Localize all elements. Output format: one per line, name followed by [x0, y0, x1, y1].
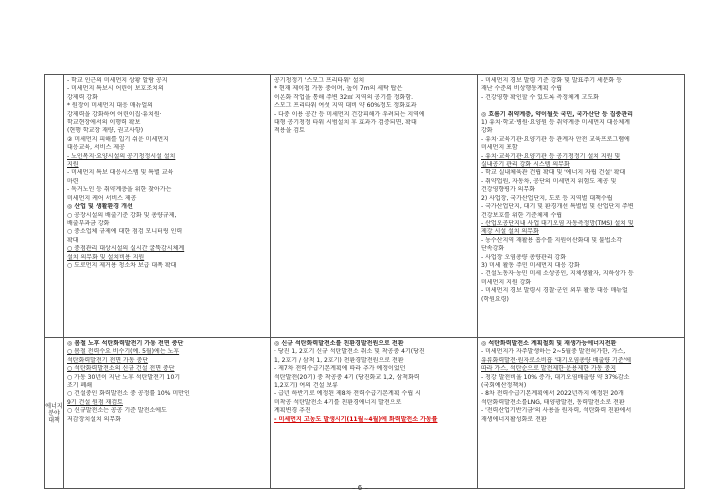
text-line: * 현재 제이첩 가동 중이며, 높이 7m의 세탁 탑은: [274, 85, 403, 93]
text-line: 강제력 강화: [67, 93, 98, 101]
cell-bottom-col3: [478, 338, 685, 489]
text-line: - 유치·교육기관·요양기관 등 관계자 안전 교육프로그램에: [481, 135, 630, 143]
text-line: 배출부과금 강화: [67, 219, 110, 227]
text-line: - 취약업원, 자동차, 공단의 미세먼지 위험도 제공 및: [481, 177, 617, 185]
text-line: 대형 공기청정 타워 시범설치 후 효과가 검증되면, 확대: [274, 119, 417, 127]
text-line: ○ 가동 30년이 지난 노후 석탄발전기 10기: [67, 373, 181, 381]
text-line: - 국가산업단지, 대기 및 환경개선 특별법 및 산업단지 주변: [481, 203, 634, 211]
text-line: - 급년 하반기로 예정된 제8차 전력수급기본계획 수립 시: [274, 390, 421, 398]
text-line: - 미세먼지가 자주발생하는 2~5월중 발전허가한, 가스,: [481, 348, 626, 356]
text-line: 설치 의무화 및 설치비용 지원: [67, 253, 145, 261]
text-line: 계획변경 추진: [274, 407, 311, 415]
text-line: ○ 신규발전소는 공공 기준 발전소에도: [67, 407, 167, 415]
table-row: [45, 338, 685, 489]
cell-top-col1: [64, 75, 271, 338]
text-line: 1, 2호기 / 삼척 1, 2호기) 천환경발전원으로 전환: [274, 356, 404, 364]
text-line: - 청강 발전비율 10% 증가, 대기오염배출량 약 37%감소: [481, 373, 630, 381]
table-row: [45, 75, 685, 338]
text-line: 재난 수준의 비상행동계획 수립: [481, 85, 563, 93]
row-label-cell-empty: [45, 75, 64, 338]
text-line: - 미세먼지 경보 발령 기준 강화 및 발표주기 세분화 등: [481, 77, 623, 84]
text-line: ② 미세먼지 피해를 입기 쉬운 미세먼지: [67, 135, 169, 143]
text-line: - 학교 실내체육관 건립 확대 및 '에너지 자립 건설' 확대: [481, 169, 626, 177]
text-line: (학원요령): [481, 295, 509, 303]
cell-top-col2: [271, 75, 478, 338]
policy-comparison-table: [44, 74, 685, 489]
text-line: 단속강화: [481, 245, 505, 253]
text-line: 미세먼지 포함: [481, 144, 518, 152]
text-line: * 원장이 미세먼지 대응 매뉴얼의: [67, 102, 153, 110]
text-line: 지원: [67, 161, 79, 169]
text-line: 실내공기 관리 강화 시스템 의무화: [481, 161, 570, 169]
text-line: 공기청정기 '스모그 프리타워' 설치: [274, 77, 365, 84]
text-line: - 독거노인 등 취약계층을 위한 찾아가는: [67, 186, 172, 194]
text-line: - 미세먼지 특보 대응시스템 및 특별 교육: [67, 169, 174, 177]
text-line: 유류화력발전·원자로소비흡 '대기오염총량 배출량 기준'에: [481, 356, 632, 364]
text-line: 마련: [67, 177, 79, 185]
page-number: – 6 –: [352, 484, 368, 492]
text-line: 9기 건설 원점 재검토: [67, 398, 123, 406]
text-line: 스모그 프리타워 여섯 지역 대비 약 60%정도 정화효과: [274, 102, 417, 110]
text-line: ◎ 봄철 노후 석탄화력발전기 가동 전면 중단: [67, 340, 184, 347]
text-line: ○ 중소업체 규제에 대한 점검 모니터링 인력: [67, 228, 183, 236]
text-line: 학교현장에서의 이행력 확보: [67, 119, 141, 127]
text-line: 건강영향평가 의무화: [481, 186, 536, 194]
text-line: 2) 사업장, 국가산업단지, 도로 등 지역별 대책수립: [481, 194, 613, 202]
text-line: ○ 봄철 전력수요 비수기(예. 5월)에는 노후: [67, 348, 180, 356]
cell-bottom-col2: [271, 338, 478, 489]
text-line: 저감장치설치 의무화: [67, 415, 122, 423]
text-line: ◎ 석탄화력발전소 계획철회 및 재생가능에너지전환: [481, 340, 617, 347]
text-line: ◎ 신규 석탄화력발전소를 친환경발전원으로 전환: [274, 340, 404, 347]
text-line: 적용을 검토: [274, 127, 305, 135]
text-line: 석탄발전(20기) 중 착공중 4기 (당진화교 1,2, 삼척화력: [274, 373, 420, 381]
text-line: 미세먼지 지원 강화: [481, 278, 532, 286]
text-line: - 다중 이용 공간 등 미세먼지 건강피해가 우려되는 지역에: [274, 110, 425, 118]
text-line: 대응교육, 서비스 제공: [67, 144, 125, 152]
text-line: 1,2호기) 여의 건설 보류: [274, 382, 338, 390]
text-line: 석탄화력발전기 전면 가동 중단: [67, 356, 149, 364]
cell-top-col3: [478, 75, 685, 338]
text-line: (국회예산정책처): [481, 382, 527, 390]
text-line: [481, 102, 681, 110]
text-line: - 미세먼지 고농도 발생시기(11월~4월)에 화력발전소 가동률: [274, 415, 438, 423]
text-line: - 8차 전력수급기본계획에서 2022년까지 예정된 20개: [481, 390, 624, 398]
text-line: - 미세먼지 경보 발령시 경찰·군인 외부 활동 대응 매뉴얼: [481, 287, 628, 295]
text-line: ○ 도로먼지 제거용 청소차 보급 대폭 확대: [67, 261, 177, 269]
text-line: 재생에너지활성화로 전환: [481, 415, 547, 423]
cell-bottom-col1: [64, 338, 271, 489]
text-line: ◎ 산업 및 생활환경 개선: [67, 203, 133, 211]
text-line: ◎ 흐름기 취약계층, 약이될듯 국민, 국가산단 등 집중관리: [481, 110, 633, 118]
text-line: 1) 유치·학교·병원·요양원 등 취약계층 미세먼지 대응체계: [481, 119, 630, 127]
text-line: - 학교 인근의 미세먼지 상황 알람 공지: [67, 77, 168, 84]
text-line: 이온화 작업을 통해 주변 32㎡ 지역의 공기를 정화함.: [274, 93, 414, 101]
text-line: - 건강영향 확인할 수 있도록 측정체계 고도화: [481, 93, 599, 101]
text-line: - 제7차 전력수급기본계획에 따라 추가 예정이었던: [274, 365, 406, 373]
text-line: 제강 시설 설치 의무화: [481, 228, 539, 236]
text-line: · 당진 1, 2호기 신규 석탄발전소 취소 및 착공중 4기(당진: [274, 348, 425, 356]
text-line: - 미세먼지 특보시 어린이 보호조치의: [67, 85, 164, 93]
text-line: ○ 공장시설의 배출기준 강화 및 총량규제,: [67, 211, 177, 219]
text-line: ○ 석탄화력발전소의 신규 건설 전면 중단: [67, 365, 175, 373]
text-line: 따라 가스, 석탄순으로 발전제한·운용제한 가동 중지: [481, 365, 617, 373]
text-line: - 산업오공단지내 사업 대기오염 자동측정망(TMS) 설치 및: [481, 219, 634, 227]
text-line: ○ 중점관리 대상시설의 실시간 굴뚝감시체계: [67, 245, 185, 253]
text-line: 미착공 석탄발전소 4기를 친환경에너지 발전으로: [274, 398, 402, 406]
text-line: (현행 학교장 재량, 권고사항): [67, 127, 144, 135]
text-line: 건강보호를 위한 기준체제 수립: [481, 211, 563, 219]
text-line: - '전력산업기반기금'의 사용을 원자력, 석탄화력 친환에서: [481, 407, 632, 415]
row-label-energy: 에너지 분야 대책: [45, 338, 64, 489]
text-line: ○ 건설중인 화력발전소 중 공정률 10% 미만인: [67, 390, 190, 398]
text-line: 3) 미세 활동 주민 미세먼지 대응 강화: [481, 261, 580, 269]
text-line: 미세먼지 케어 서비스 제공: [67, 194, 137, 202]
text-line: 확대: [67, 236, 79, 244]
text-line: - 노인복지·요양시설의 공기청정시설 설치: [67, 152, 176, 160]
text-line: 강화: [481, 127, 493, 135]
text-line: - 사업장 오염총량 총량관리 강화: [481, 253, 567, 261]
text-line: 강제력을 강화하여 어린이집·유치원·: [67, 110, 162, 118]
text-line: 조기 폐쇄: [67, 382, 93, 390]
text-line: - 유치·교육기관·요양기관 등 공기청정기 설치 지원 및: [481, 152, 621, 160]
text-line: - 농수산지역 재활용 흡수를 지원이산화대 및 불법소각: [481, 236, 623, 244]
text-line: - 건설노동자·농민 미세 소상공인, 지체생활자, 지하상가 등: [481, 270, 634, 278]
text-line: 석탄화력발전소를LNG, 태양광발전, 동력발전소로 전환: [481, 398, 625, 406]
